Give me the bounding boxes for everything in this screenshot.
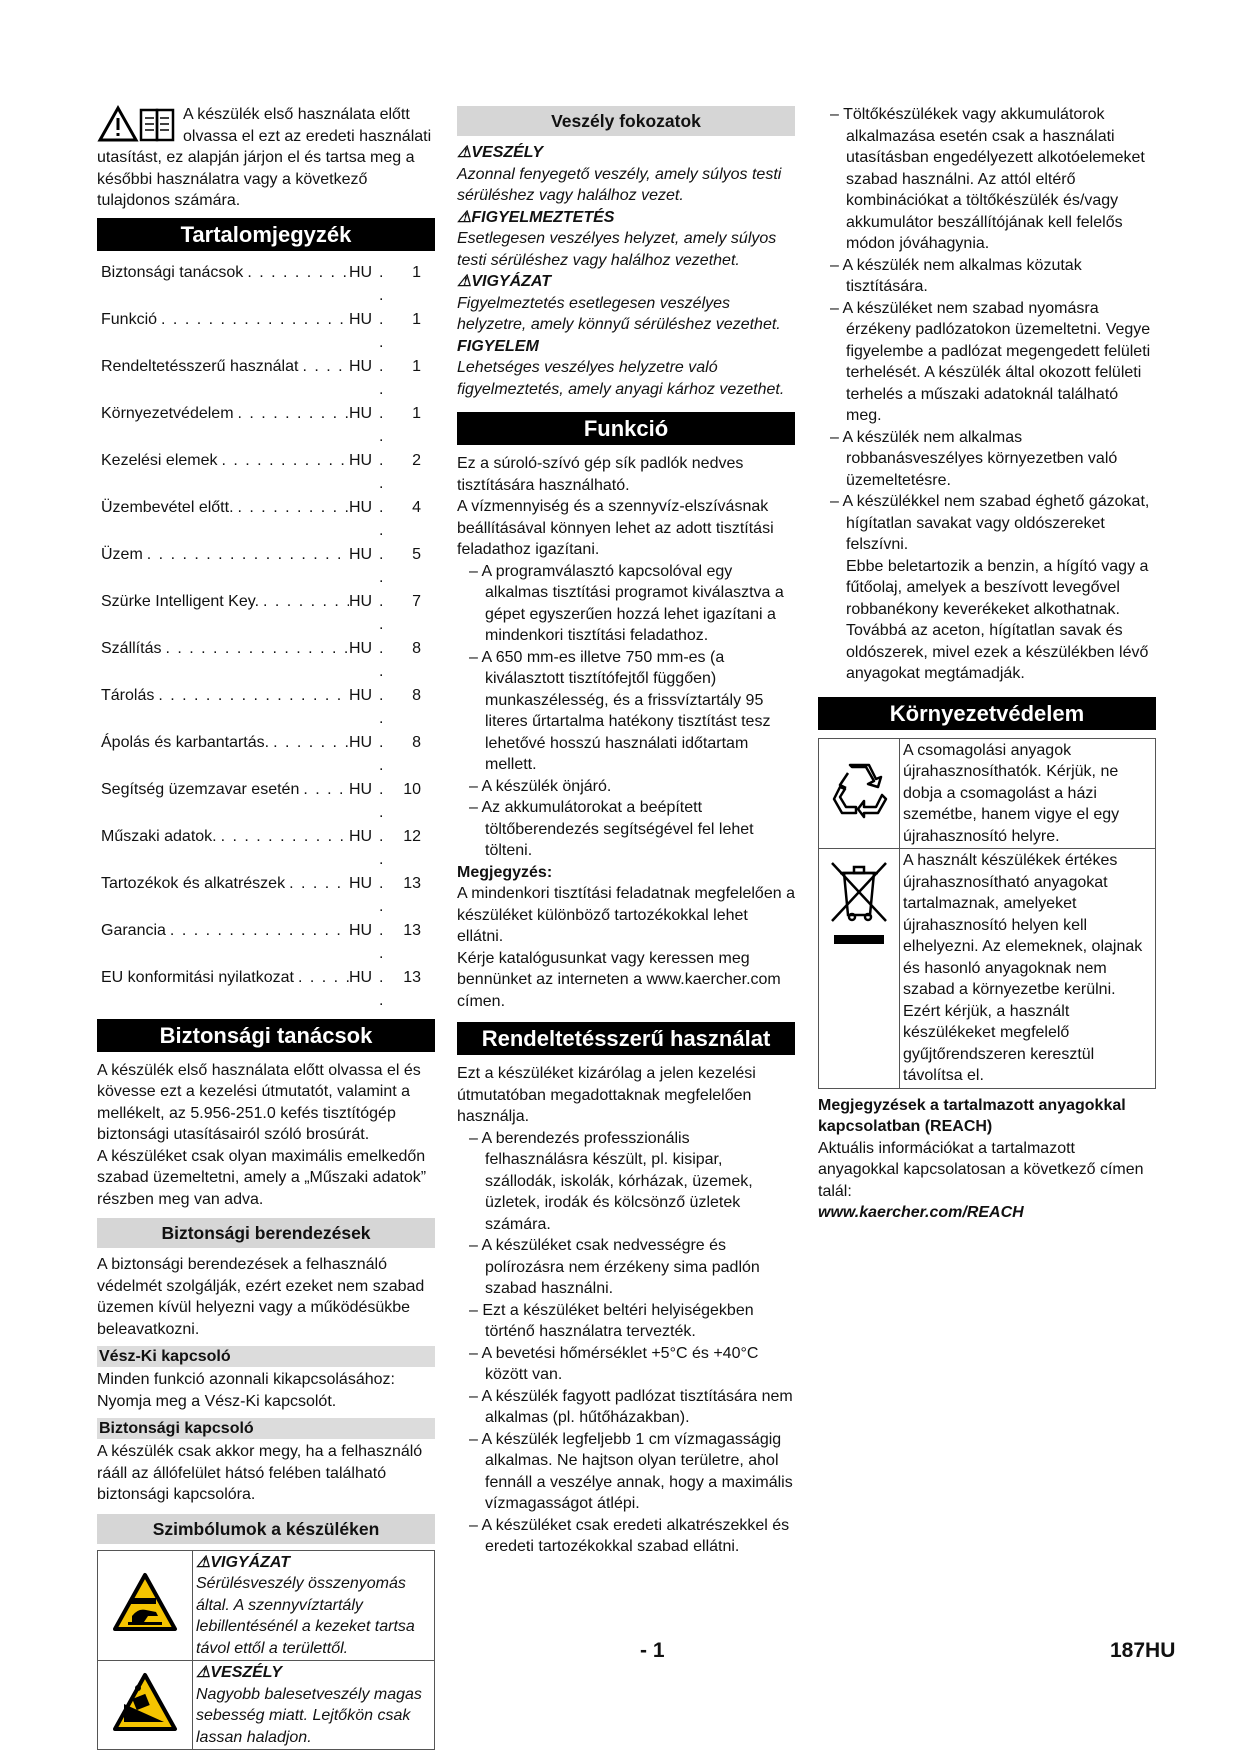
toc-leader-dots — [161, 637, 349, 661]
recycle-icon — [826, 757, 892, 823]
recycle-text: A csomagolási anyagok újrahasznosíthatók. Kérjük, ne dobja a csomagolást a házi szemétbe, hanem vigye el egy újrahasznosító helyre. — [900, 738, 1156, 849]
toc-row[interactable] — [97, 919, 435, 966]
toc-entry-lang: HU — [349, 827, 373, 845]
column-1 — [97, 104, 435, 1750]
toc-entry-lang: HU — [349, 263, 373, 281]
slope-danger-warning-icon — [112, 1672, 178, 1732]
list-item: – Töltőkészülékek vagy akkumulátorok alkalmazása esetén csak a használati utasításban engedélyezett alkotóelemeket szabad használni. Az attól eltérő kombinációkat a töltőkészülék és/vagy akkumulátor beszállítójának kell felelős módon jóváhagynia. — [818, 104, 1156, 255]
toc-leader-dots — [157, 308, 349, 332]
list-item: – A készüléket nem szabad nyomásra érzékeny padlózatokon üzemeltetni. Vegye figyelembe a padlózat megengedett felületi terhelését. A készülék által okozott felületi terhelés a műszaki adatoknál található meg. — [818, 298, 1156, 427]
toc-entry-lang: HU — [349, 780, 373, 798]
note-paragraph-2: Kérje katalógusunkat vagy keressen meg bennünket az interneten a www.kaercher.com címen. — [457, 949, 781, 1010]
toc-separator: . . — [379, 263, 386, 304]
danger-level-3 — [457, 271, 795, 336]
symbol-text-1 — [193, 1550, 435, 1661]
toc-row[interactable] — [97, 684, 435, 731]
reach-text: Aktuális információkat a tartalmazott anyagokkal kapcsolatosan a következő címen talál: — [818, 1139, 1144, 1200]
symbols-heading: Szimbólumok a készüléken — [97, 1514, 435, 1544]
safety-paragraph-2: A készüléket csak olyan maximális emelkedőn szabad üzemeltetni, amely a „Műszaki adatok” részben meg van adva. — [97, 1147, 427, 1208]
reach-link[interactable]: www.kaercher.com/REACH — [818, 1204, 1024, 1221]
toc-entry-page: 1 — [412, 310, 421, 328]
toc-row[interactable] — [97, 402, 435, 449]
toc-row[interactable] — [97, 778, 435, 825]
danger-level-text: Figyelmeztetés esetlegesen veszélyes helyzetre, amely könnyű sérüléshez vezethet. — [457, 294, 781, 333]
toc-leader-dots — [154, 684, 349, 708]
danger-level-text: Azonnal fenyegető veszély, amely súlyos testi sérüléshez vagy halálhoz vezet. — [457, 165, 782, 204]
intended-use-heading: Rendeltetésszerű használat — [457, 1022, 795, 1055]
intro-text: A készülék első használata előtt olvassa el ezt az eredeti használati utasítást, ez alapján járjon el és tartsa meg a későbbi használatra vagy a következő tulajdonos számára. — [97, 106, 432, 209]
toc-entry-page: 1 — [412, 357, 421, 375]
symbol-title-2: ⚠VESZÉLY — [196, 1664, 283, 1681]
toc-entry-page: 8 — [412, 639, 421, 657]
danger-level-title: ⚠VESZÉLY — [457, 144, 544, 161]
toc-separator: . . — [379, 357, 386, 398]
toc-separator: . . — [379, 780, 386, 821]
symbol-row — [98, 1550, 435, 1661]
note-paragraph-1: A mindenkori tisztítási feladatnak megfelelően a készüléket különböző tartozékokkal lehet ellátni. — [457, 885, 795, 945]
toc-row[interactable] — [97, 543, 435, 590]
page-number: - 1 — [640, 1639, 665, 1662]
toc-heading: Tartalomjegyzék — [97, 218, 435, 251]
function-paragraph-1: Ez a súroló-szívó gép sík padlók nedves tisztítására használható. — [457, 455, 744, 494]
toc-row[interactable] — [97, 308, 435, 355]
toc-entry-title: Műszaki adatok. — [101, 827, 217, 845]
toc-entry-page: 13 — [403, 921, 421, 939]
environment-row — [819, 849, 1156, 1089]
symbol-title-1: ⚠VIGYÁZAT — [196, 1553, 291, 1571]
toc-entry-page: 13 — [403, 968, 421, 986]
toc-row[interactable] — [97, 966, 435, 1013]
toc-entry-lang: HU — [349, 310, 373, 328]
toc-leader-dots — [259, 590, 349, 614]
list-item: – A programválasztó kapcsolóval egy alkalmas tisztítási programot kiválasztva a gépet egyszerűen hozzá lehet igazítani a mindenkori tisztítási feladathoz. — [457, 561, 795, 647]
toc-entry-title: Üzem — [101, 545, 143, 563]
crush-hazard-cell — [98, 1550, 193, 1661]
toc-entry-lang: HU — [349, 451, 373, 469]
toc-row[interactable] — [97, 731, 435, 778]
list-item: – A készüléket csak eredeti alkatrészekkel és eredeti tartozékokkal szabad ellátni. — [457, 1515, 795, 1558]
toc-row[interactable] — [97, 637, 435, 684]
intro-block — [97, 104, 435, 212]
recycle-cell — [819, 738, 900, 849]
symbol-desc-1: Sérülésveszély összenyomás által. A szennyvíztartály lebillentésénél a kezeket tartsa távol ettől a területtől. — [196, 1575, 415, 1657]
list-item: – A készülék fagyott padlózat tisztítására nem alkalmas (pl. hűtőházakban). — [457, 1386, 795, 1429]
toc-entry-lang: HU — [349, 968, 373, 986]
toc-separator: . . — [379, 874, 386, 915]
toc-entry-page: 13 — [403, 874, 421, 892]
toc-row[interactable] — [97, 496, 435, 543]
page-code: 187HU — [1110, 1639, 1176, 1662]
list-item: – A berendezés professzionális felhasználásra készült, pl. kisipar, szállodák, iskolák, kórházak, üzemek, üzletek, irodák és kölcsönző üzletek számára. — [457, 1128, 795, 1236]
toc-entry-lang: HU — [349, 545, 373, 563]
danger-level-title: FIGYELEM — [457, 337, 539, 355]
safety-switch-text: A készülék csak akkor megy, ha a felhasználó rááll az állófelület hátsó felében található biztonsági kapcsolóra. — [97, 1443, 423, 1503]
toc-entry-title: Rendeltetésszerű használat — [101, 357, 299, 375]
toc-leader-dots — [218, 449, 350, 473]
toc-entry-lang: HU — [349, 404, 373, 422]
warning-manual-icon — [97, 104, 177, 144]
toc-entry-page: 7 — [412, 592, 421, 610]
toc-leader-dots — [269, 731, 349, 755]
toc-leader-dots — [166, 919, 349, 943]
safety-paragraph-1: A készülék első használata előtt olvassa el és kövesse ezt a kezelési útmutatót, valamint a mellékelt, az 5.956-251.0 kefés tisztítógép biztonsági utasításairól szóló brosúrát. — [97, 1061, 421, 1143]
list-item: – A készülék legfeljebb 1 cm vízmagasságig alkalmas. Ne hajtson olyan területre, ahol fennáll a veszélye annak, hogy a maximális vízmagasságot átlépi. — [457, 1429, 795, 1515]
toc-entry-lang: HU — [349, 686, 373, 704]
danger-level-2 — [457, 207, 795, 272]
emergency-stop-heading: Vész-Ki kapcsoló — [97, 1346, 435, 1367]
safety-devices-heading: Biztonsági berendezések — [97, 1218, 435, 1248]
toc-entry-page: 1 — [412, 404, 421, 422]
safety-heading: Biztonsági tanácsok — [97, 1019, 435, 1052]
emergency-stop-text: Minden funkció azonnali kikapcsolásához: Nyomja meg a Vész-Ki kapcsolót. — [97, 1371, 395, 1410]
list-item: – A 650 mm-es illetve 750 mm-es (a kiválasztott tisztítófejtől függően) munkaszélesség, és a frissvíztartály 95 literes űrtartalma hatékony tisztítást tesz lehetővé hosszú használati időtartam mellett. — [457, 647, 795, 776]
environment-heading: Környezetvédelem — [818, 697, 1156, 730]
toc-separator: . . — [379, 404, 386, 445]
function-list — [457, 561, 795, 862]
toc-leader-dots — [234, 402, 349, 426]
toc-entry-page: 5 — [412, 545, 421, 563]
toc-entry-page: 4 — [412, 498, 421, 516]
toc-entry-page: 12 — [403, 827, 421, 845]
toc-leader-dots — [298, 355, 349, 379]
note-heading: Megjegyzés: — [457, 863, 553, 881]
toc-row[interactable] — [97, 449, 435, 496]
intended-use-list — [457, 1128, 795, 1558]
danger-level-title: ⚠VIGYÁZAT — [457, 273, 552, 290]
function-paragraph-2: A vízmennyiség és a szennyvíz-elszívásnak beállításával könnyen lehet az adott tisztítási feladathoz igazítani. — [457, 498, 774, 558]
intended-use-paragraph: Ezt a készüléket kizárólag a jelen kezelési útmutatóban megadottaknak megfelelően használja. — [457, 1065, 756, 1125]
list-item: – A bevetési hőmérséklet +5°C és +40°C között van. — [457, 1343, 795, 1386]
toc-entry-title: EU konformitási nyilatkozat — [101, 968, 294, 986]
safety-switch-heading: Biztonsági kapcsoló — [97, 1418, 435, 1439]
toc-entry-page: 1 — [412, 263, 421, 281]
toc-entry-page: 8 — [412, 733, 421, 751]
toc-entry-lang: HU — [349, 592, 373, 610]
environment-row — [819, 738, 1156, 849]
toc-entry-title: Ápolás és karbantartás. — [101, 733, 270, 751]
toc-entry-title: Kezelési elemek — [101, 451, 218, 469]
danger-level-title: ⚠FIGYELMEZTETÉS — [457, 208, 615, 226]
symbol-desc-2: Nagyobb balesetveszély magas sebesség miatt. Lejtőkön csak lassan haladjon. — [196, 1685, 422, 1746]
list-item: – Ezt a készüléket beltéri helyiségekben történő használatra tervezték. — [457, 1300, 795, 1343]
toc-leader-dots — [143, 543, 349, 567]
toc-entry-title: Üzembevétel előtt. — [101, 498, 234, 516]
toc-separator: . . — [379, 545, 386, 586]
toc-leader-dots — [243, 261, 349, 285]
toc-entry-lang: HU — [349, 498, 373, 516]
toc-entry-page: 10 — [403, 780, 421, 798]
toc-separator: . . — [379, 310, 386, 351]
column-3 — [818, 104, 1156, 1224]
symbol-text-2 — [193, 1661, 435, 1750]
toc-entry-title: Funkció — [101, 310, 158, 328]
crossed-bin-icon — [826, 859, 892, 949]
danger-level-text: Esetlegesen veszélyes helyzet, amely súlyos testi sérüléshez vagy halálhoz vezethet. — [457, 230, 777, 269]
danger-level-1 — [457, 142, 795, 207]
toc-entry-title: Tartozékok és alkatrészek — [101, 874, 286, 892]
toc-entry-title: Tárolás — [101, 686, 155, 704]
flammables-note: Ebbe beletartozik a benzin, a hígító vagy a fűtőolaj, amelyek a beszívott levegővel robbanékony keverékeket alkothatnak. Továbbá az aceton, hígítatlan savak és oldószerek, mivel ezek a készülékben lévő anyagokat megtámadják. — [846, 557, 1149, 682]
toc-leader-dots — [299, 778, 349, 802]
danger-level-4 — [457, 336, 795, 401]
toc-leader-dots — [217, 825, 349, 849]
toc-separator: . . — [379, 921, 386, 962]
toc-entry-title: Segítség üzemzavar esetén — [101, 780, 300, 798]
toc-leader-dots — [294, 966, 349, 990]
slope-hazard-cell — [98, 1661, 193, 1750]
danger-levels-heading: Veszély fokozatok — [457, 106, 795, 136]
reach-heading: Megjegyzések a tartalmazott anyagokkal kapcsolatban (REACH) — [818, 1096, 1126, 1135]
toc-entry-title: Szürke Intelligent Key. — [101, 592, 260, 610]
toc-separator: . . — [379, 733, 386, 774]
weee-cell — [819, 849, 900, 1089]
toc-row[interactable] — [97, 825, 435, 872]
toc-entry-lang: HU — [349, 874, 373, 892]
weee-text: A használt készülékek értékes újrahasznosítható anyagokat tartalmaznak, amelyeket újrahasznosító helyen kell elhelyezni. Az elemeknek, olajnak és hasonló anyagoknak nem szabad a környezetbe kerülni. Ezért kérjük, a használt készülékeket megfelelő gyűjtőrendszeren keresztül távolítsa el. — [900, 849, 1156, 1089]
toc-row[interactable] — [97, 590, 435, 637]
toc-row[interactable] — [97, 872, 435, 919]
toc-entry-lang: HU — [349, 921, 373, 939]
toc-entry-page: 2 — [412, 451, 421, 469]
toc-leader-dots — [285, 872, 349, 896]
list-item: – A készülék nem alkalmas robbanásveszélyes környezetben való üzemeltetésre. — [818, 427, 1156, 492]
toc-row[interactable] — [97, 355, 435, 402]
function-heading: Funkció — [457, 412, 795, 445]
toc-row[interactable] — [97, 261, 435, 308]
toc-entry-title: Környezetvédelem — [101, 404, 234, 422]
column-2 — [457, 104, 795, 1558]
intended-use-continued-list — [818, 104, 1156, 556]
table-of-contents — [97, 261, 435, 1013]
safety-devices-text: A biztonsági berendezések a felhasználó védelmét szolgálják, ezért ezeket nem szabad üzemen kívül helyezni vagy a működésükbe beleavatkozni. — [97, 1256, 425, 1338]
toc-separator: . . — [379, 451, 386, 492]
toc-leader-dots — [234, 496, 349, 520]
list-item: – Az akkumulátorokat a beépített töltőberendezés segítségével fel lehet tölteni. — [457, 797, 795, 862]
list-item: – A készülék önjáró. — [457, 776, 795, 798]
toc-entry-title: Biztonsági tanácsok — [101, 263, 244, 281]
toc-entry-lang: HU — [349, 357, 373, 375]
symbol-row — [98, 1661, 435, 1750]
symbols-table — [97, 1550, 435, 1751]
toc-separator: . . — [379, 639, 386, 680]
toc-separator: . . — [379, 686, 386, 727]
toc-entry-lang: HU — [349, 639, 373, 657]
toc-entry-title: Garancia — [101, 921, 166, 939]
toc-separator: . . — [379, 968, 386, 1009]
toc-entry-title: Szállítás — [101, 639, 162, 657]
danger-level-text: Lehetséges veszélyes helyzetre való figyelmeztetés, amely anyagi kárhoz vezethet. — [457, 359, 785, 398]
environment-table — [818, 738, 1156, 1089]
toc-separator: . . — [379, 827, 386, 868]
toc-entry-page: 8 — [412, 686, 421, 704]
toc-separator: . . — [379, 592, 386, 633]
list-item: – A készülék nem alkalmas közutak tisztítására. — [818, 255, 1156, 298]
list-item: – A készülékkel nem szabad éghető gázokat, hígítatlan savakat vagy oldószereket felszívni. — [818, 491, 1156, 556]
toc-entry-lang: HU — [349, 733, 373, 751]
toc-separator: . . — [379, 498, 386, 539]
crush-hand-warning-icon — [112, 1572, 178, 1632]
list-item: – A készüléket csak nedvességre és polírozásra nem érzékeny sima padlón szabad használni. — [457, 1235, 795, 1300]
